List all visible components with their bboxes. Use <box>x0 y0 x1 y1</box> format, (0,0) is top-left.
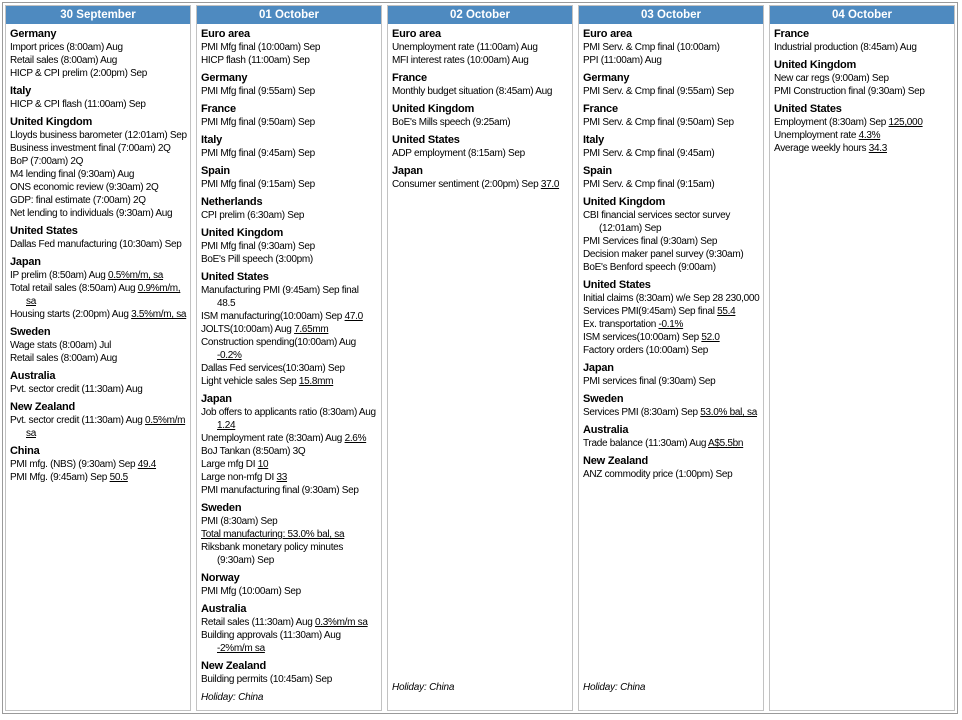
event-text: BoJ Tankan (8:50am) 3Q <box>201 446 306 457</box>
country-heading: France <box>201 103 236 115</box>
event-line <box>201 54 378 67</box>
day-body <box>770 24 954 710</box>
event-text: CBI financial services sector survey (12:01am) Sep <box>583 210 731 234</box>
event-text: PMI Mfg final (9:50am) Sep <box>201 117 315 128</box>
event-value: 49.4 <box>137 459 157 470</box>
event-text: Riksbank monetary policy minutes (9:30am) Sep <box>201 542 344 566</box>
country-heading: Germany <box>201 72 248 84</box>
event-value: 15.8mm <box>298 376 334 387</box>
day-column <box>578 5 764 711</box>
event-text: Ex. transportation <box>583 319 656 330</box>
event-text: Services PMI(9:45am) Sep final <box>583 306 715 317</box>
event-text: PMI Construction final (9:30am) Sep <box>774 86 925 97</box>
event-value: -0.2% <box>217 350 242 361</box>
day-header: 03 October <box>579 6 763 24</box>
day-body <box>6 24 190 710</box>
event-line <box>583 147 760 160</box>
event-line <box>201 240 378 253</box>
country-section <box>201 572 378 598</box>
event-text: Lloyds business barometer (12:01am) Sep <box>10 130 187 141</box>
event-text: PMI Mfg final (9:15am) Sep <box>201 179 315 190</box>
event-text: PMI (8:30am) Sep <box>201 516 278 527</box>
event-line <box>201 41 378 54</box>
country-section <box>392 28 569 67</box>
event-text: Monthly budget situation (8:45am) Aug <box>392 86 553 97</box>
event-line <box>10 471 187 484</box>
event-text: Business investment final (7:00am) 2Q <box>10 143 171 154</box>
event-line <box>583 468 760 481</box>
event-text: JOLTS(10:00am) Aug <box>201 324 292 335</box>
event-text: Job offers to applicants ratio (8:30am) Aug <box>201 407 376 418</box>
event-text: PMI Serv. & Cmp final (9:50am) Sep <box>583 117 734 128</box>
event-text: New car regs (9:00am) Sep <box>774 73 889 84</box>
event-line <box>583 305 760 318</box>
event-text: CPI prelim (6:30am) Sep <box>201 210 305 221</box>
country-section <box>774 59 951 98</box>
country-section <box>583 196 760 274</box>
event-text: ISM manufacturing(10:00am) Sep <box>201 311 343 322</box>
event-line <box>201 541 378 567</box>
country-section <box>583 165 760 191</box>
day-header: 02 October <box>388 6 572 24</box>
event-line <box>583 235 760 248</box>
event-text: Employment (8:30am) Sep <box>774 117 887 128</box>
event-text: PMI Mfg final (9:30am) Sep <box>201 241 315 252</box>
event-line <box>201 310 378 323</box>
country-heading: Italy <box>10 85 32 97</box>
country-section <box>583 424 760 450</box>
country-heading: United Kingdom <box>774 59 857 71</box>
event-line <box>774 85 951 98</box>
country-heading: Euro area <box>583 28 632 40</box>
event-line <box>392 85 569 98</box>
event-text: BoP (7:00am) 2Q <box>10 156 84 167</box>
country-section <box>201 660 378 686</box>
country-heading: Spain <box>583 165 612 177</box>
event-text: Manufacturing PMI (9:45am) Sep final 48.5 <box>201 285 359 309</box>
country-heading: Australia <box>583 424 629 436</box>
country-section <box>10 116 187 220</box>
event-value: 0.5%m/m, sa <box>107 270 164 281</box>
country-section <box>201 196 378 222</box>
event-line <box>774 116 951 129</box>
event-text: PMI Mfg. (9:45am) Sep <box>10 472 108 483</box>
event-text: Average weekly hours <box>774 143 867 154</box>
event-value: 10 <box>257 459 269 470</box>
country-heading: Germany <box>583 72 630 84</box>
event-line <box>10 339 187 352</box>
event-line <box>583 116 760 129</box>
event-line <box>201 147 378 160</box>
country-heading: United States <box>10 225 78 237</box>
event-text: Retail sales (8:00am) Aug <box>10 353 118 364</box>
event-line <box>392 178 569 191</box>
country-section <box>10 401 187 440</box>
country-heading: New Zealand <box>201 660 267 672</box>
country-heading: United States <box>583 279 651 291</box>
event-text: Initial claims (8:30am) w/e Sep 28 230,000 <box>583 293 760 304</box>
event-text: Total retail sales (8:50am) Aug <box>10 283 136 294</box>
event-text: Light vehicle sales Sep <box>201 376 297 387</box>
event-text: Consumer sentiment (2:00pm) Sep <box>392 179 539 190</box>
country-section <box>10 225 187 251</box>
country-section <box>583 279 760 357</box>
country-section <box>583 393 760 419</box>
event-line <box>583 344 760 357</box>
day-body <box>579 24 763 710</box>
country-section <box>10 326 187 365</box>
event-line <box>583 331 760 344</box>
country-heading: Japan <box>201 393 232 405</box>
event-line <box>201 406 378 432</box>
event-text: Import prices (8:00am) Aug <box>10 42 123 53</box>
event-value: Total manufacturing: 53.0% bal, sa <box>201 529 345 540</box>
event-text: HICP flash (11:00am) Sep <box>201 55 310 66</box>
country-section <box>392 134 569 160</box>
country-section <box>201 502 378 567</box>
event-text: Decision maker panel survey (9:30am) <box>583 249 744 260</box>
event-line <box>10 181 187 194</box>
event-text: ANZ commodity price (1:00pm) Sep <box>583 469 733 480</box>
event-text: Wage stats (8:00am) Jul <box>10 340 112 351</box>
event-text: Retail sales (8:00am) Aug <box>10 55 118 66</box>
event-text: ONS economic review (9:30am) 2Q <box>10 182 159 193</box>
event-text: HICP & CPI flash (11:00am) Sep <box>10 99 146 110</box>
country-section <box>583 28 760 67</box>
event-value: -2%m/m sa <box>217 643 265 654</box>
country-section <box>392 165 569 191</box>
event-line <box>10 67 187 80</box>
event-line <box>201 528 378 541</box>
event-value: 2.6% <box>344 433 367 444</box>
country-heading: Sweden <box>583 393 624 405</box>
country-heading: New Zealand <box>583 455 649 467</box>
event-line <box>201 585 378 598</box>
country-heading: Japan <box>583 362 614 374</box>
event-line <box>10 383 187 396</box>
event-text: Trade balance (11:30am) Aug <box>583 438 707 449</box>
country-heading: France <box>392 72 427 84</box>
country-section <box>201 28 378 67</box>
event-line <box>10 282 187 308</box>
country-heading: Netherlands <box>201 196 263 208</box>
event-line <box>10 129 187 142</box>
event-text: PMI Serv. & Cmp final (10:00am) <box>583 42 720 53</box>
country-heading: Australia <box>10 370 56 382</box>
event-line <box>392 41 569 54</box>
event-text: Retail sales (11:30am) Aug <box>201 617 313 628</box>
event-value: A$5.5bn <box>708 438 744 449</box>
event-value: 33 <box>276 472 288 483</box>
event-line <box>392 147 569 160</box>
country-section <box>10 256 187 321</box>
country-section <box>201 134 378 160</box>
event-line <box>583 261 760 274</box>
event-value: 34.3 <box>868 143 887 154</box>
country-section <box>774 103 951 155</box>
event-line <box>10 269 187 282</box>
country-section <box>583 72 760 98</box>
day-header: 01 October <box>197 6 381 24</box>
event-line <box>201 471 378 484</box>
event-text: PMI Mfg (10:00am) Sep <box>201 586 301 597</box>
country-heading: Sweden <box>201 502 242 514</box>
country-heading: Japan <box>392 165 423 177</box>
event-line <box>10 98 187 111</box>
event-line <box>583 54 760 67</box>
country-heading: Italy <box>201 134 223 146</box>
event-value: 1.24 <box>217 420 236 431</box>
event-text: Net lending to individuals (9:30am) Aug <box>10 208 173 219</box>
event-text: Construction spending(10:00am) Aug <box>201 337 356 348</box>
event-text: Large mfg DI <box>201 459 256 470</box>
event-line <box>201 432 378 445</box>
country-heading: Euro area <box>201 28 250 40</box>
event-text: PMI Serv. & Cmp final (9:15am) <box>583 179 715 190</box>
event-text: PPI (11:00am) Aug <box>583 55 662 66</box>
country-section <box>10 370 187 396</box>
event-line <box>583 437 760 450</box>
event-text: Building approvals (11:30am) Aug <box>201 630 341 641</box>
event-value: 52.0 <box>701 332 720 343</box>
event-line <box>201 445 378 458</box>
event-text: Building permits (10:45am) Sep <box>201 674 333 685</box>
holiday-note: Holiday: China <box>392 682 455 693</box>
event-line <box>201 284 378 310</box>
day-header: 04 October <box>770 6 954 24</box>
country-heading: United Kingdom <box>201 227 284 239</box>
event-text: PMI Services final (9:30am) Sep <box>583 236 718 247</box>
country-section <box>201 227 378 266</box>
country-heading: Euro area <box>392 28 441 40</box>
country-section <box>583 362 760 388</box>
event-line <box>583 406 760 419</box>
event-text: Industrial production (8:45am) Aug <box>774 42 917 53</box>
event-line <box>10 458 187 471</box>
country-section <box>774 28 951 54</box>
country-section <box>10 85 187 111</box>
event-line <box>10 352 187 365</box>
calendar-columns <box>5 5 955 711</box>
event-line <box>583 85 760 98</box>
day-column <box>387 5 573 711</box>
country-heading: United States <box>392 134 460 146</box>
country-section <box>201 603 378 655</box>
country-heading: France <box>583 103 618 115</box>
country-heading: Australia <box>201 603 247 615</box>
event-line <box>201 116 378 129</box>
event-value: 3.5%m/m, sa <box>131 309 187 320</box>
event-text: MFI interest rates (10:00am) Aug <box>392 55 529 66</box>
event-text: PMI Serv. & Cmp final (9:45am) <box>583 148 715 159</box>
event-text: Housing starts (2:00pm) Aug <box>10 309 129 320</box>
event-line <box>583 209 760 235</box>
event-line <box>774 142 951 155</box>
event-line <box>10 41 187 54</box>
event-value: 50.5 <box>109 472 128 483</box>
day-column <box>5 5 191 711</box>
event-text: Large non-mfg DI <box>201 472 275 483</box>
country-heading: France <box>774 28 809 40</box>
country-section <box>583 103 760 129</box>
country-section <box>201 103 378 129</box>
event-line <box>583 41 760 54</box>
country-heading: Italy <box>583 134 605 146</box>
event-line <box>201 336 378 362</box>
event-text: GDP: final estimate (7:00am) 2Q <box>10 195 146 206</box>
country-heading: United Kingdom <box>10 116 93 128</box>
event-value: 0.5%m/m sa <box>26 415 186 439</box>
country-heading: United Kingdom <box>392 103 475 115</box>
event-value: 55.4 <box>717 306 736 317</box>
event-value: 37.0 <box>540 179 560 190</box>
country-section <box>583 134 760 160</box>
event-line <box>774 129 951 142</box>
event-value: 0.3%m/m sa <box>315 617 368 628</box>
event-line <box>10 308 187 321</box>
country-heading: United States <box>774 103 842 115</box>
event-text: ISM services(10:00am) Sep <box>583 332 699 343</box>
event-line <box>201 673 378 686</box>
country-section <box>201 72 378 98</box>
event-text: Pvt. sector credit (11:30am) Aug <box>10 415 143 426</box>
country-section <box>201 165 378 191</box>
event-text: Factory orders (10:00am) Sep <box>583 345 708 356</box>
day-body <box>197 24 381 710</box>
event-text: Unemployment rate (8:30am) Aug <box>201 433 343 444</box>
country-section <box>583 455 760 481</box>
event-text: PMI manufacturing final (9:30am) Sep <box>201 485 359 496</box>
event-line <box>201 85 378 98</box>
event-value: 47.0 <box>344 311 363 322</box>
event-line <box>201 209 378 222</box>
event-text: Services PMI (8:30am) Sep <box>583 407 698 418</box>
country-section <box>201 271 378 388</box>
event-line <box>201 484 378 497</box>
country-heading: China <box>10 445 40 457</box>
event-text: PMI Serv. & Cmp final (9:55am) Sep <box>583 86 734 97</box>
economic-calendar-page <box>2 2 958 714</box>
event-line <box>201 253 378 266</box>
country-heading: Sweden <box>10 326 51 338</box>
country-heading: New Zealand <box>10 401 76 413</box>
event-text: PMI services final (9:30am) Sep <box>583 376 716 387</box>
country-section <box>392 103 569 129</box>
event-text: IP prelim (8:50am) Aug <box>10 270 106 281</box>
event-text: Unemployment rate (11:00am) Aug <box>392 42 538 53</box>
country-section <box>10 445 187 484</box>
event-line <box>583 248 760 261</box>
event-text: Pvt. sector credit (11:30am) Aug <box>10 384 143 395</box>
event-line <box>201 515 378 528</box>
country-section <box>201 393 378 497</box>
event-line <box>10 168 187 181</box>
event-text: Unemployment rate <box>774 130 857 141</box>
country-heading: United Kingdom <box>583 196 666 208</box>
event-value: 125,000 <box>888 117 923 128</box>
country-heading: United States <box>201 271 269 283</box>
event-text: PMI Mfg final (9:55am) Sep <box>201 86 315 97</box>
event-line <box>392 54 569 67</box>
event-value: 7.65mm <box>294 324 329 335</box>
event-text: BoE's Pill speech (3:00pm) <box>201 254 313 265</box>
event-line <box>10 142 187 155</box>
event-text: HICP & CPI prelim (2:00pm) Sep <box>10 68 147 79</box>
event-text: M4 lending final (9:30am) Aug <box>10 169 135 180</box>
event-line <box>201 323 378 336</box>
event-line <box>10 155 187 168</box>
event-line <box>10 207 187 220</box>
event-line <box>201 458 378 471</box>
event-line <box>583 292 760 305</box>
country-heading: Germany <box>10 28 57 40</box>
country-section <box>10 28 187 80</box>
event-line <box>201 375 378 388</box>
country-heading: Spain <box>201 165 230 177</box>
event-value: -0.1% <box>658 319 684 330</box>
event-line <box>201 616 378 629</box>
holiday-note: Holiday: China <box>583 682 646 693</box>
event-line <box>583 318 760 331</box>
event-text: Dallas Fed manufacturing (10:30am) Sep <box>10 239 182 250</box>
country-section <box>392 72 569 98</box>
event-value: 4.3% <box>858 130 881 141</box>
event-text: ADP employment (8:15am) Sep <box>392 148 525 159</box>
day-column <box>196 5 382 711</box>
day-header: 30 September <box>6 6 190 24</box>
event-line <box>392 116 569 129</box>
event-line <box>10 238 187 251</box>
event-line <box>201 362 378 375</box>
event-value: 53.0% bal, sa <box>700 407 757 418</box>
event-line <box>774 41 951 54</box>
event-text: PMI Mfg final (10:00am) Sep <box>201 42 321 53</box>
event-text: PMI Mfg final (9:45am) Sep <box>201 148 315 159</box>
event-value: 0.9%m/m, sa <box>26 283 181 307</box>
day-column <box>769 5 955 711</box>
country-heading: Japan <box>10 256 41 268</box>
day-body <box>388 24 572 710</box>
event-line <box>10 194 187 207</box>
event-text: Dallas Fed services(10:30am) Sep <box>201 363 345 374</box>
event-line <box>201 178 378 191</box>
event-line <box>201 629 378 655</box>
event-line <box>583 375 760 388</box>
country-heading: Norway <box>201 572 240 584</box>
event-line <box>774 72 951 85</box>
event-line <box>10 54 187 67</box>
event-text: PMI mfg. (NBS) (9:30am) Sep <box>10 459 136 470</box>
event-text: BoE's Mills speech (9:25am) <box>392 117 511 128</box>
event-line <box>583 178 760 191</box>
event-text: BoE's Benford speech (9:00am) <box>583 262 716 273</box>
event-line <box>10 414 187 440</box>
holiday-note: Holiday: China <box>201 692 264 703</box>
